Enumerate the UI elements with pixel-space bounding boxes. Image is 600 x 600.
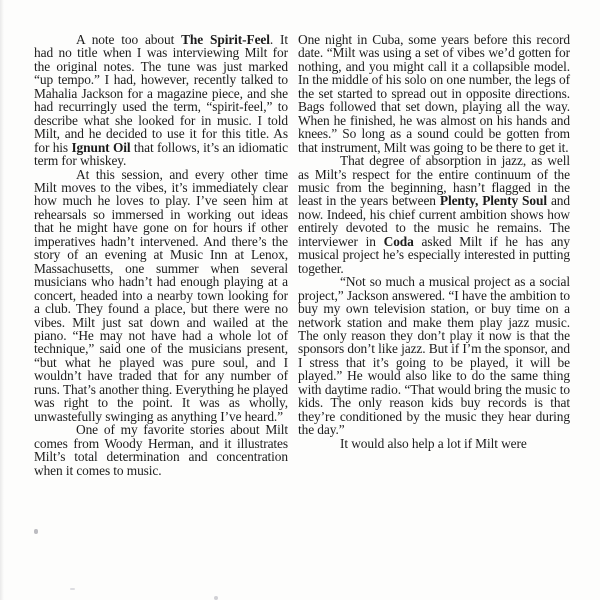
body-text: asked Milt if he has any musical project he’s especially interested in putting together. <box>298 233 570 276</box>
body-text: that follows, it’s an idiomatic term for whiskey. <box>34 139 288 169</box>
scan-speck <box>214 596 218 600</box>
bold-title-text: The Spirit-Feel <box>181 32 270 47</box>
scan-speck <box>34 529 38 534</box>
paragraph <box>298 275 570 436</box>
paragraph <box>298 154 570 275</box>
paragraph <box>34 33 288 168</box>
body-text: One of my favorite stories about Milt comes from Woody Herman, and it illustrates Milt’s total determination and concentration when it comes to music. <box>34 422 288 478</box>
text-column-right <box>298 33 570 477</box>
text-column-left <box>34 33 288 477</box>
paragraph <box>34 168 288 424</box>
body-text: and now. Indeed, his chief current ambition shows how entirely devoted to the music he remains. The interviewer in <box>298 193 570 249</box>
body-text: “Not so much a musical project as a social project,” Jackson answered. “I have the ambition to buy my own television station, or buy time on a network station and make them play jazz music. The only reason they don’t play it now is that the sponsors don’t like jazz. But if I’m the sponsor, and I stress that it’s going to be played, it will be played.” He would also like to do the same thing with daytime radio. “That would bring the music to kids. The only reason kids buy records is that they’re conditioned by the music they hear during the day.” <box>298 274 570 438</box>
body-text: A note too about <box>76 32 182 47</box>
paragraph <box>298 33 570 154</box>
body-text: One night in Cuba, some years before this record date. “Milt was using a set of vibes we’d gotten for nothing, and you might call it a collapsible model. In the middle of his solo on one number, the legs of the set started to spread out in opposite directions. Bags followed that set down, playing all the way. When he finished, he was almost on his hands and knees.” So long as a sound could be gotten from that instrument, Milt was going to be there to get it. <box>298 32 570 155</box>
body-text: At this session, and every other time Milt moves to the vibes, it’s immediately clear how much he loves to play. I’ve seen him at rehearsals so immersed in working out ideas that he might have gone on for hours if other imperatives hadn’t intervened. And there’s the story of an evening at Music Inn at Lenox, Massachusetts, one summer when several musicians who hadn’t had enough playing at a concert, headed into a nearby town looking for a club. They found a place, but there were no vibes. Milt just sat down and wailed at the piano. “He may not have had a whole lot of technique,” said one of the musicians present, “but what he played was pure soul, and I wouldn’t have traded that for any number of runs. That’s another thing. Everything he played was right to the point. It was as wholly, unwastefully swinging as anything I’ve heard.” <box>34 166 288 424</box>
bold-title-text: Plenty, Plenty Soul <box>439 193 547 209</box>
body-text: . It had no title when I was interviewing Milt for the original notes. The tune was just marked “up tempo.” I had, however, recently talked to Mahalia Jackson for a magazine piece, and she had recurringly used the term, “spirit-feel,” to describe what she looked for in music. I told Milt, and he decided to use it for this title. As for his <box>34 32 289 155</box>
paragraph <box>298 437 570 450</box>
scan-speck <box>70 588 75 590</box>
bold-title-text: Ignunt Oil <box>71 139 131 155</box>
bold-title-text: Coda <box>383 233 414 249</box>
body-text: That degree of absorption in jazz, as well as Milt’s respect for the entire continuum of the music from the beginning, hasn’t flagged in the least in the years between <box>298 153 570 209</box>
body-text: It would also help a lot if Milt were <box>340 435 527 451</box>
paragraph <box>34 423 288 477</box>
